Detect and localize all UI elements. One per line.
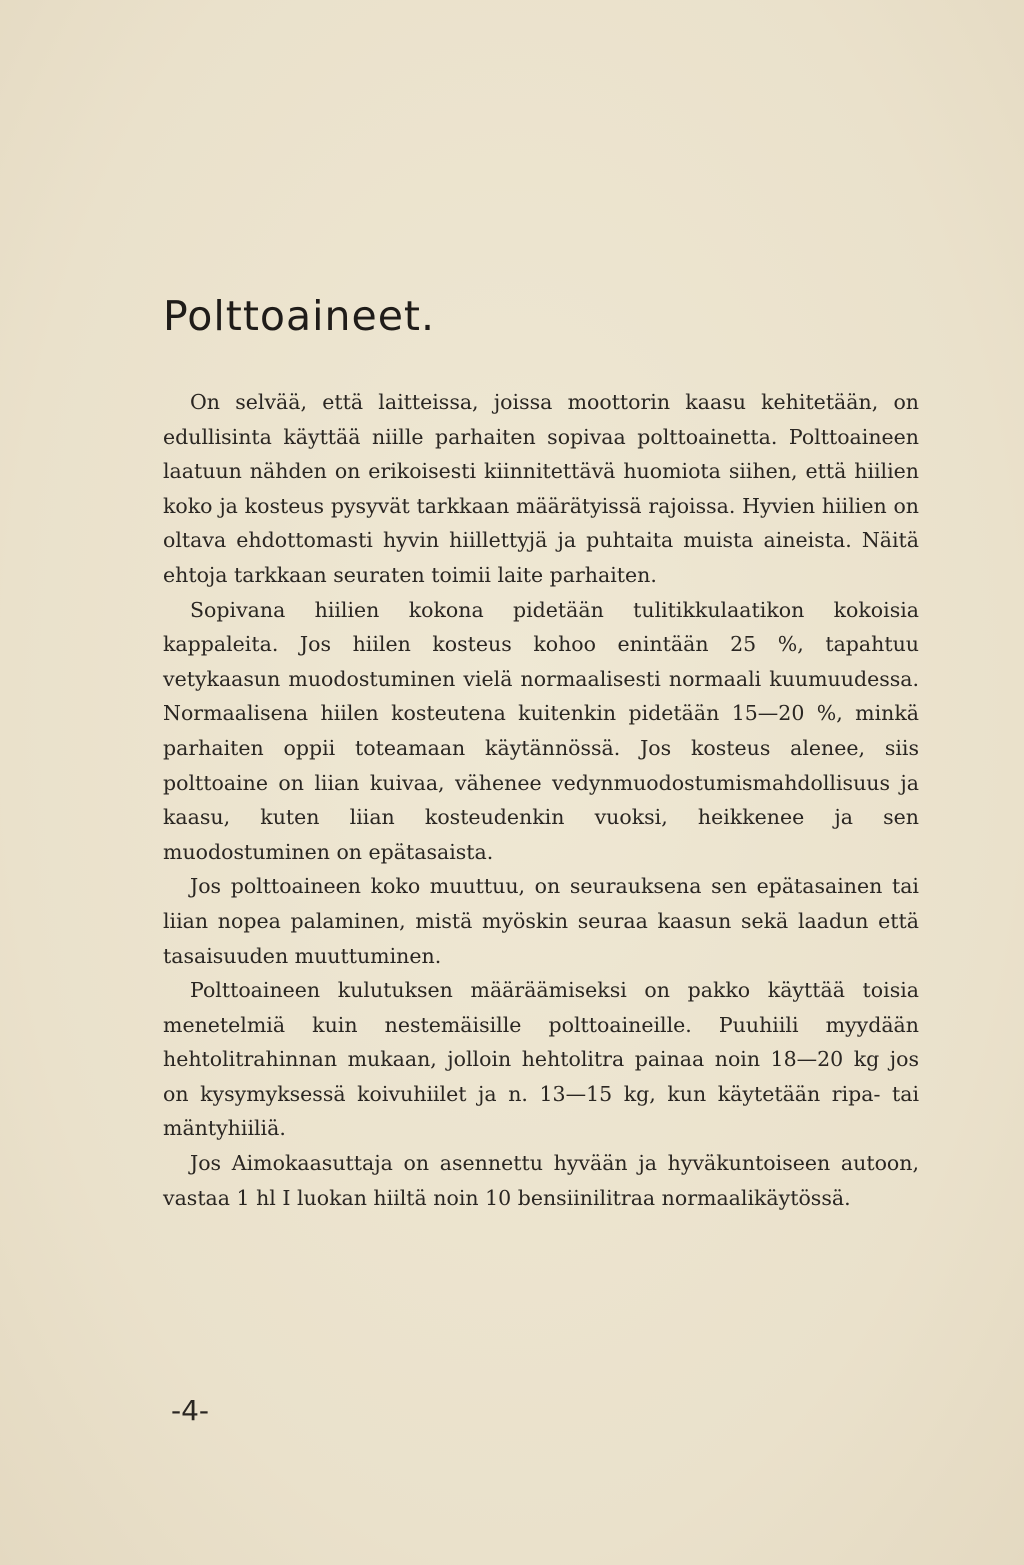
page-number: -4- [170, 1394, 210, 1427]
paragraph: Jos Aimokaasuttaja on asennettu hyvään ja hyväkuntoiseen autoon, vastaa 1 hl I luokan hiiltä noin 10 bensiinilitraa normaalikäytössä. [163, 1151, 919, 1210]
page-title: Polttoaineet. [163, 292, 436, 340]
paragraph: On selvää, että laitteissa, joissa moottorin kaasu kehitetään, on edullisinta käyttää niille parhaiten sopivaa polttoainetta. Polttoaineen laatuun nähden on erikoisesti kiinnitettävä huomiota siihen, että hiilien koko ja kosteus pysyvät tarkkaan määrätyissä rajoissa. Hyvien hiilien on oltava ehdottomasti hyvin hiillettyjä ja puhtaita muista aineista. Näitä ehtoja tarkkaan seuraten toimii laite parhaiten. [163, 390, 919, 587]
body-text [163, 385, 919, 1215]
paragraph: Sopivana hiilien kokona pidetään tulitikkulaatikon kokoisia kappaleita. Jos hiilen kosteus kohoo enintään 25 %, tapahtuu vetykaasun muodostuminen vielä normaalisesti normaali kuumuudessa. Normaalisena hiilen kosteutena kuitenkin pidetään 15—20 %, minkä parhaiten oppii toteamaan käytännössä. Jos kosteus alenee, siis polttoaine on liian kuivaa, vähenee vedynmuodostumismahdollisuus ja kaasu, kuten liian kosteudenkin vuoksi, heikkenee ja sen muodostuminen on epätasaista. [163, 597, 919, 864]
paragraph: Polttoaineen kulutuksen määräämiseksi on pakko käyttää toisia menetelmiä kuin nestemäisille polttoaineille. Puuhiili myydään hehtolitrahinnan mukaan, jolloin hehtolitra painaa noin 18—20 kg jos on kysymyksessä koivuhiilet ja n. 13—15 kg, kun käytetään ripa- tai mäntyhiiliä. [163, 978, 919, 1141]
paragraph: Jos polttoaineen koko muuttuu, on seurauksena sen epätasainen tai liian nopea palaminen, mistä myöskin seuraa kaasun sekä laadun että tasaisuuden muuttuminen. [163, 874, 919, 968]
